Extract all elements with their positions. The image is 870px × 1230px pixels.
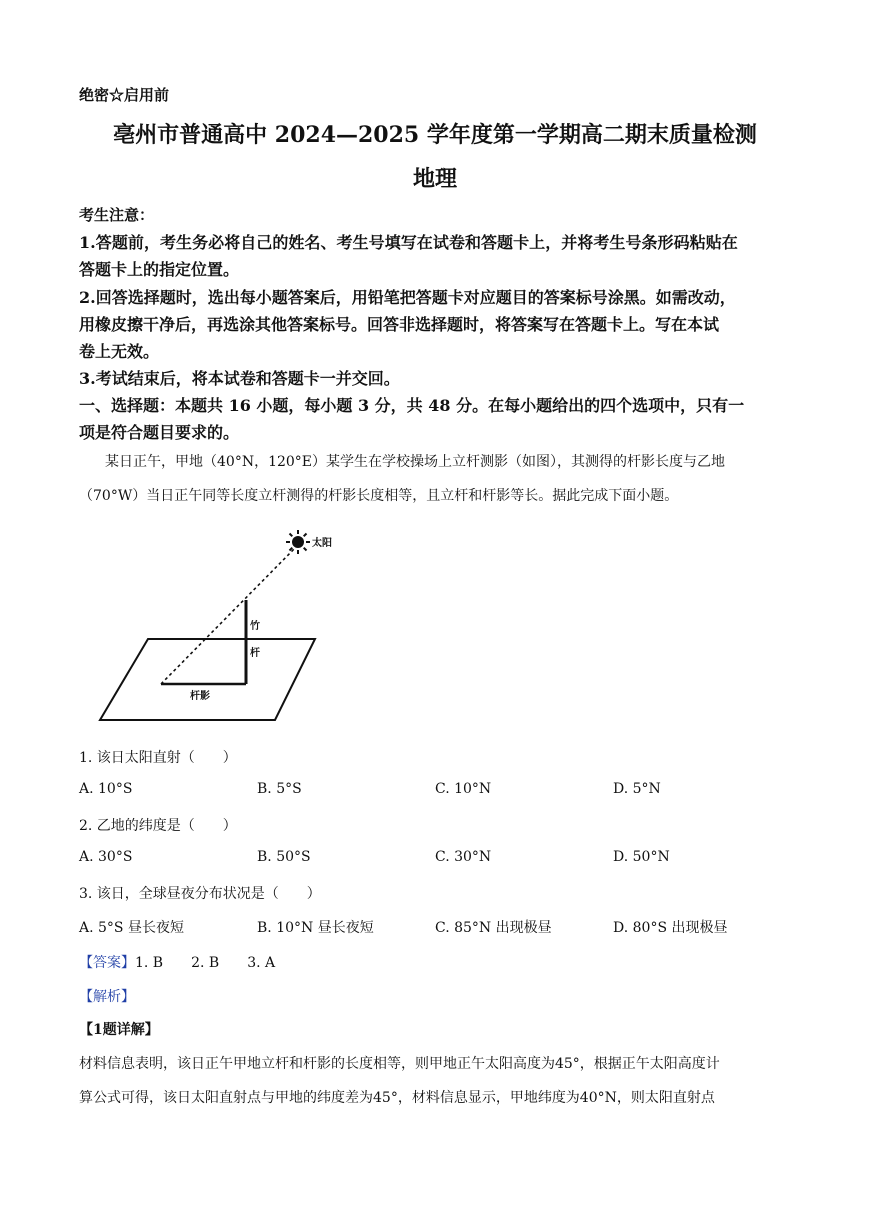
question-3-stem: 3. 该日，全球昼夜分布状况是（ ）	[79, 886, 321, 902]
exam-title: 亳州市普通高中 2024—2025 学年度第一学期高二期末质量检测	[113, 122, 757, 148]
question-1-option-d[interactable]: D. 5°N	[613, 781, 661, 797]
question-2-option-a[interactable]: A. 30°S	[79, 849, 133, 865]
answer-tag: 【答案】	[79, 955, 135, 971]
question-3-option-d[interactable]: D. 80°S 出现极昼	[613, 920, 728, 936]
sun-ray	[161, 548, 295, 684]
notice-item-2-line-2: 用橡皮擦干净后，再选涂其他答案标号。回答非选择题时，将答案写在答题卡上。写在本试	[79, 315, 720, 334]
shadow-label: 杆影	[190, 691, 210, 702]
question-3-option-b[interactable]: B. 10°N 昼长夜短	[257, 920, 374, 936]
answer-text: 1. B 2. B 3. A	[135, 955, 276, 971]
subject-title: 地理	[412, 166, 457, 192]
notice-heading: 考生注意：	[79, 206, 155, 224]
sun-label: 太阳	[312, 538, 332, 549]
section-heading-line-1: 一、选择题：本题共 16 小题，每小题 3 分，共 48 分。在每小题给出的四个选项中，只有一	[79, 396, 745, 415]
material-line-2: （70°W）当日正午同等长度立杆测得的杆影长度相等，且立杆和杆影等长。据此完成下面小题。	[79, 488, 679, 504]
analysis-detail-tag: 【1题详解】	[79, 1022, 159, 1038]
question-3-option-c[interactable]: C. 85°N 出现极昼	[435, 920, 552, 936]
notice-item-3: 3.考试结束后，将本试卷和答题卡一并交回。	[79, 369, 400, 388]
ground-plane	[100, 639, 315, 720]
section-heading-line-2: 项是符合题目要求的。	[79, 423, 240, 442]
question-2-option-d[interactable]: D. 50°N	[613, 849, 670, 865]
analysis-line-1: 材料信息表明，该日正午甲地立杆和杆影的长度相等，则甲地正午太阳高度为45°，根据正午太阳高度计	[79, 1056, 720, 1072]
pole-label-1: 竹	[250, 621, 260, 632]
pole-label-2: 杆	[250, 648, 260, 659]
notice-item-1-line-1: 1.答题前，考生务必将自己的姓名、考生号填写在试卷和答题卡上，并将考生号条形码粘贴在	[79, 233, 738, 252]
confidential-mark: 绝密☆启用前	[79, 86, 170, 104]
sun-icon	[286, 530, 310, 554]
material-line-1: 某日正午，甲地（40°N，120°E）某学生在学校操场上立杆测影（如图），其测得的杆影长度与乙地	[105, 454, 726, 470]
question-2-stem: 2. 乙地的纬度是（ ）	[79, 818, 237, 834]
question-1-stem: 1. 该日太阳直射（ ）	[79, 750, 237, 766]
notice-item-1-line-2: 答题卡上的指定位置。	[79, 260, 240, 279]
pole-shadow-diagram	[95, 520, 335, 735]
question-2-option-b[interactable]: B. 50°S	[257, 849, 311, 865]
question-3-option-a[interactable]: A. 5°S 昼长夜短	[79, 920, 184, 936]
analysis-line-2: 算公式可得，该日太阳直射点与甲地的纬度差为45°，材料信息显示，甲地纬度为40°N，则太阳直射点	[79, 1090, 715, 1106]
question-1-option-b[interactable]: B. 5°S	[257, 781, 302, 797]
answer-line	[79, 952, 275, 972]
analysis-tag: 【解析】	[79, 989, 135, 1005]
question-2-option-c[interactable]: C. 30°N	[435, 849, 492, 865]
notice-item-2-line-3: 卷上无效。	[79, 342, 160, 361]
question-1-option-c[interactable]: C. 10°N	[435, 781, 492, 797]
question-1-option-a[interactable]: A. 10°S	[79, 781, 133, 797]
notice-item-2-line-1: 2.回答选择题时，选出每小题答案后，用铅笔把答题卡对应题目的答案标号涂黑。如需改动，	[79, 288, 736, 307]
pole-shadow-figure	[95, 520, 335, 735]
